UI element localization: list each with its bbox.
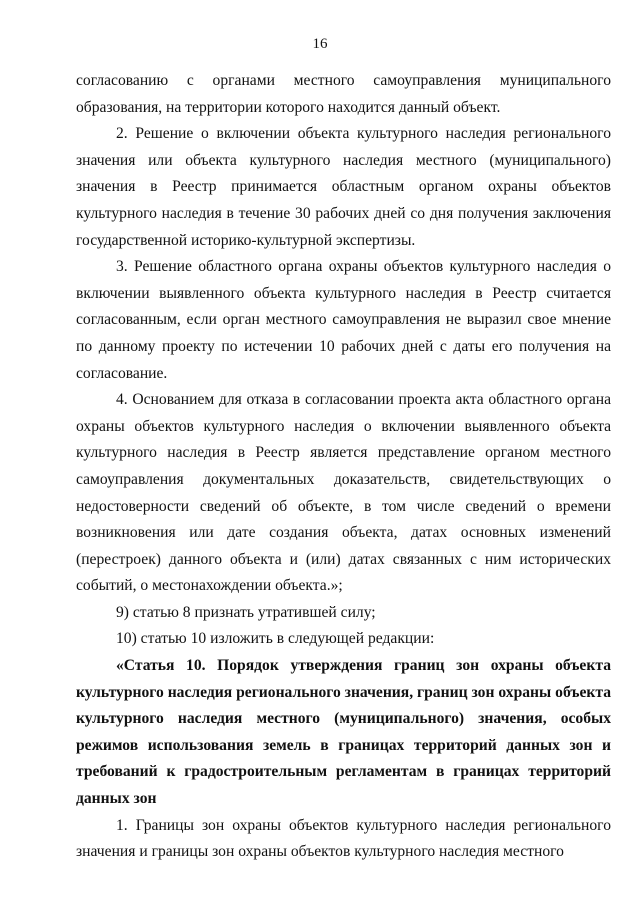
- paragraph-item-3: 3. Решение областного органа охраны объектов культурного наследия о включении выявленного объекта культурного наследия в Реестр считается согласованным, если орган местного самоуправления не выразил свое мнение по данному проекту по истечении 10 рабочих дней с даты его получения на согласование.: [76, 258, 611, 382]
- page-number: 16: [312, 36, 328, 52]
- article-10-paragraph-1: 1. Границы зон охраны объектов культурного наследия регионального значения и границы зон охраны объектов культурного наследия местного: [76, 816, 611, 861]
- paragraph-continuation: согласованию с органами местного самоуправления муниципального образования, на территории которого находится данный объект.: [76, 72, 611, 116]
- paragraph-item-2: 2. Решение о включении объекта культурного наследия регионального значения или объекта культурного наследия местного (муниципального) значения в Реестр принимается областным органом охраны объектов культурного наследия в течение 30 рабочих дней со дня получения заключения государственной историко-культурной экспертизы.: [76, 125, 611, 249]
- article-10-heading: «Статья 10. Порядок утверждения границ зон охраны объекта культурного наследия регионального значения, границ зон охраны объекта культурного наследия местного (муниципального) значения, особых режимов использования земель в границах территорий данных зон и требований к градостроительным регламентам в границах территорий данных зон: [76, 657, 611, 808]
- document-body: [76, 68, 611, 866]
- paragraph-item-4: 4. Основанием для отказа в согласовании проекта акта областного органа охраны объектов культурного наследия о включении выявленного объекта культурного наследия в Реестр является представление органом местного самоуправления документальных доказательств, свидетельствующих о недостоверности сведений об объекте, в том числе сведений о времени возникновения или дате создания объекта, датах основных изменений (перестроек) данного объекта и (или) датах связанных с ним исторических событий, о местонахождении объекта.»;: [76, 391, 611, 595]
- paragraph-amendment-9: 9) статью 8 признать утратившей силу;: [116, 603, 376, 621]
- paragraph-amendment-10: 10) статью 10 изложить в следующей редакции:: [116, 630, 435, 648]
